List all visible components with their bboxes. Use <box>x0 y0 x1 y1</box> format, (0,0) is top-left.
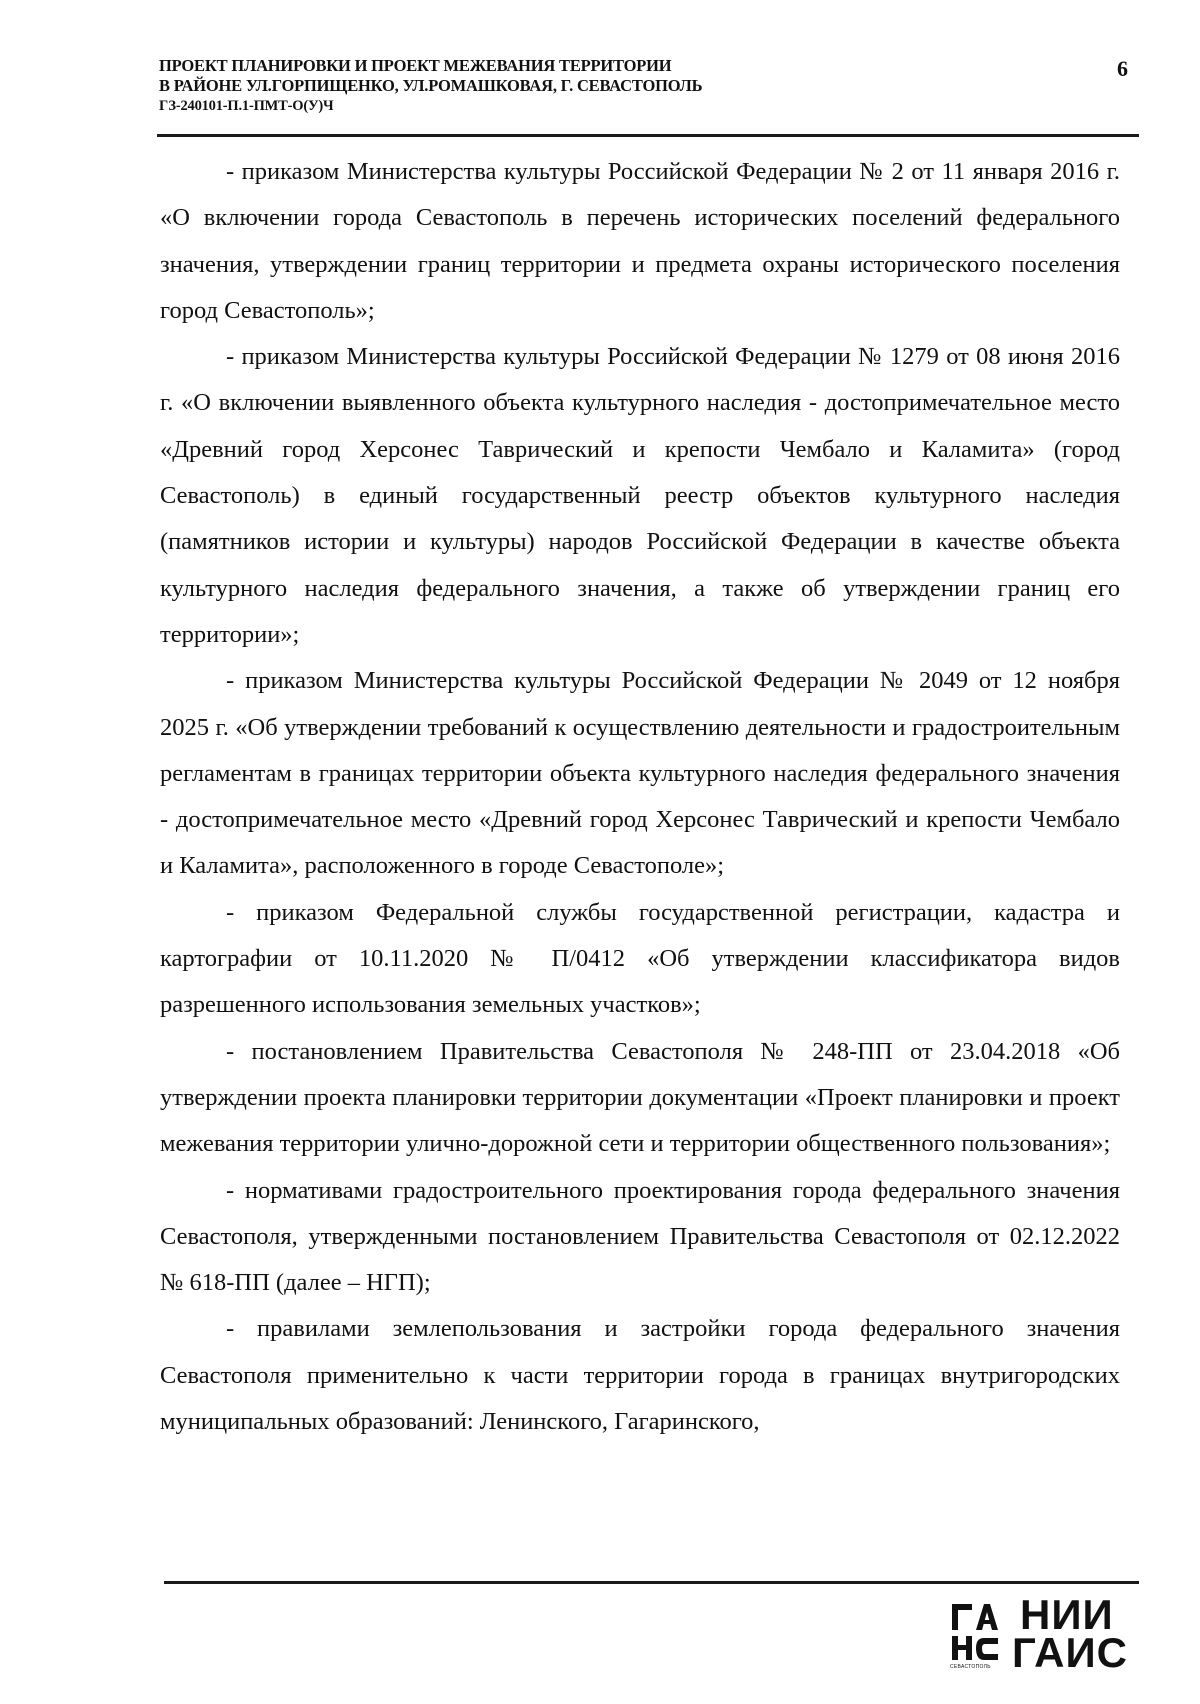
paragraph-5: - постановлением Правительства Севастополя № 248-ПП от 23.04.2018 «Об утверждении проекта планировки территории документации «Проект планировки и проект межевания территории улично-дорожной сети и территории общественного пользования»; <box>160 1037 1120 1158</box>
paragraph-7: - правилами землепользования и застройки города федерального значения Севастополя применительно к части территории города в границах внутригородских муниципальных образований: Ленинского, Гагаринского, <box>160 1315 1120 1436</box>
document-code: ГЗ-240101-П.1-ПМТ-О(У)Ч <box>159 98 334 114</box>
logo-caption: СЕВАСТОПОЛЬ <box>950 1664 991 1670</box>
footer-divider <box>164 1581 1139 1584</box>
document-header <box>159 56 1139 116</box>
paragraph-6: - нормативами градостроительного проектирования города федерального значения Севастополя, утвержденными постановлением Правительства Севастополя от 02.12.2022 № 618-ПП (далее – НГП); <box>160 1176 1120 1297</box>
header-divider <box>157 134 1139 137</box>
paragraph-3: - приказом Министерства культуры Российской Федерации № 2049 от 12 ноября 2025 г. «Об утверждении требований к осуществлению деятельности и градостроительным регламентам в границах территории объекта культурного наследия федерального значения - достопримечательное место «Древний город Херсонес Таврический и крепости Чембало и Каламита», расположенного в городе Севастополе»; <box>160 667 1120 880</box>
nii-gais-logo <box>950 1591 1130 1676</box>
document-body <box>160 149 1120 1445</box>
logo-text-line-1: НИИ <box>1020 1591 1114 1638</box>
header-title-line-1: ПРОЕКТ ПЛАНИРОВКИ И ПРОЕКТ МЕЖЕВАНИЯ ТЕРРИТОРИИ <box>159 56 672 75</box>
paragraph-2: - приказом Министерства культуры Российской Федерации № 1279 от 08 июня 2016 г. «О включении выявленного объекта культурного наследия - достопримечательное место «Древний город Херсонес Таврический и крепости Чембало и Каламита» (город Севастополь) в единый государственный реестр объектов культурного наследия (памятников истории и культуры) народов Российской Федерации в качестве объекта культурного наследия федерального значения, а также об утверждении границ его территории»; <box>160 343 1120 648</box>
paragraph-1: - приказом Министерства культуры Российской Федерации № 2 от 11 января 2016 г. «О включении города Севастополь в перечень исторических поселений федерального значения, утверждении границ территории и предмета охраны исторического поселения город Севастополь»; <box>160 158 1120 324</box>
paragraph-4: - приказом Федеральной службы государственной регистрации, кадастра и картографии от 10.11.2020 № П/0412 «Об утверждении классификатора видов разрешенного использования земельных участков»; <box>160 898 1120 1019</box>
header-title-line-2: В РАЙОНЕ УЛ.ГОРПИЩЕНКО, УЛ.РОМАШКОВАЯ, Г. СЕВАСТОПОЛЬ <box>159 76 703 95</box>
logo-text-line-2: ГАИС <box>1012 1629 1129 1676</box>
logo-mark-icon <box>950 1598 1010 1670</box>
page-number: 6 <box>1117 56 1128 81</box>
